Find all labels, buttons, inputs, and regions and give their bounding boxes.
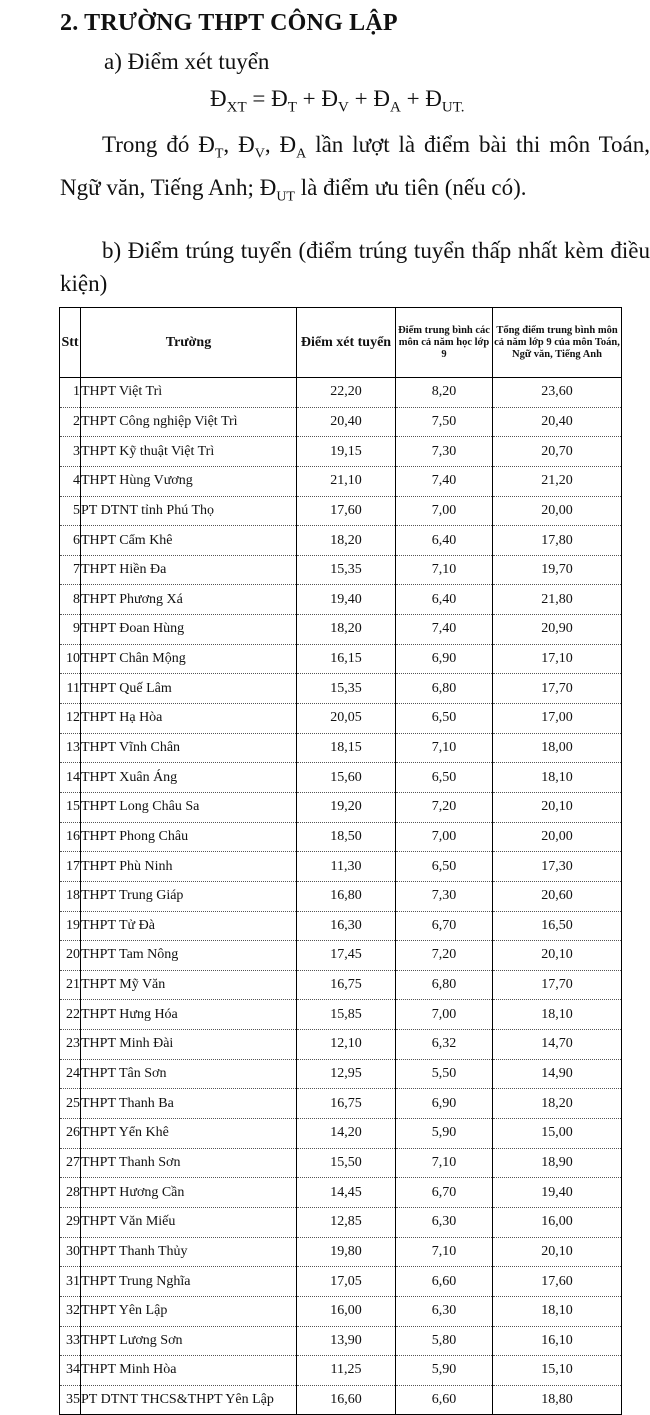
row-total: 15,00: [493, 1119, 622, 1149]
row-score: 15,35: [297, 555, 396, 585]
row-school: THPT Thanh Thủy: [81, 1237, 297, 1267]
row-school: THPT Tam Nông: [81, 941, 297, 971]
row-stt: 9: [60, 615, 81, 645]
row-average: 7,00: [396, 1000, 493, 1030]
row-school: THPT Hạ Hòa: [81, 704, 297, 734]
row-score: 19,20: [297, 792, 396, 822]
row-school: THPT Phù Ninh: [81, 852, 297, 882]
row-total: 19,70: [493, 555, 622, 585]
row-average: 6,30: [396, 1296, 493, 1326]
row-average: 7,10: [396, 1237, 493, 1267]
row-average: 7,10: [396, 1148, 493, 1178]
row-school: THPT Long Châu Sa: [81, 792, 297, 822]
row-stt: 32: [60, 1296, 81, 1326]
row-school: THPT Công nghiệp Việt Trì: [81, 407, 297, 437]
row-average: 7,10: [396, 555, 493, 585]
header-school: Trường: [81, 308, 297, 378]
row-average: 7,00: [396, 822, 493, 852]
row-school: THPT Xuân Áng: [81, 763, 297, 793]
row-school: THPT Trung Giáp: [81, 881, 297, 911]
row-score: 12,85: [297, 1207, 396, 1237]
row-school: THPT Hùng Vương: [81, 466, 297, 496]
row-average: 6,30: [396, 1207, 493, 1237]
table-row: [60, 970, 622, 1000]
row-score: 17,05: [297, 1267, 396, 1297]
table-row: [60, 911, 622, 941]
row-score: 16,75: [297, 970, 396, 1000]
table-row: [60, 437, 622, 467]
row-total: 17,70: [493, 674, 622, 704]
row-score: 19,80: [297, 1237, 396, 1267]
table-row: [60, 615, 622, 645]
table-row: [60, 792, 622, 822]
table-row: [60, 941, 622, 971]
row-school: THPT Kỹ thuật Việt Trì: [81, 437, 297, 467]
table-row: [60, 1119, 622, 1149]
row-total: 21,80: [493, 585, 622, 615]
row-stt: 23: [60, 1030, 81, 1060]
row-school: THPT Văn Miếu: [81, 1207, 297, 1237]
row-total: 17,80: [493, 526, 622, 556]
table-header-row: [60, 308, 622, 378]
row-average: 6,60: [396, 1267, 493, 1297]
row-total: 20,00: [493, 496, 622, 526]
row-school: THPT Minh Hòa: [81, 1356, 297, 1386]
row-average: 6,80: [396, 674, 493, 704]
row-average: 7,40: [396, 615, 493, 645]
row-stt: 14: [60, 763, 81, 793]
row-score: 16,15: [297, 644, 396, 674]
row-stt: 27: [60, 1148, 81, 1178]
table-row: [60, 1148, 622, 1178]
row-stt: 15: [60, 792, 81, 822]
row-average: 6,40: [396, 526, 493, 556]
row-school: THPT Mỹ Văn: [81, 970, 297, 1000]
row-total: 18,00: [493, 733, 622, 763]
row-total: 16,50: [493, 911, 622, 941]
row-score: 16,80: [297, 881, 396, 911]
row-total: 20,40: [493, 407, 622, 437]
row-stt: 30: [60, 1237, 81, 1267]
row-school: THPT Cẩm Khê: [81, 526, 297, 556]
row-stt: 13: [60, 733, 81, 763]
row-score: 13,90: [297, 1326, 396, 1356]
row-score: 15,85: [297, 1000, 396, 1030]
header-average: Điểm trung bình các môn cả năm học lớp 9: [396, 308, 493, 378]
row-school: THPT Vĩnh Chân: [81, 733, 297, 763]
row-school: THPT Thanh Sơn: [81, 1148, 297, 1178]
row-score: 18,20: [297, 615, 396, 645]
row-average: 7,20: [396, 792, 493, 822]
row-stt: 8: [60, 585, 81, 615]
table-row: [60, 1207, 622, 1237]
row-score: 12,95: [297, 1059, 396, 1089]
row-stt: 11: [60, 674, 81, 704]
row-school: THPT Tân Sơn: [81, 1059, 297, 1089]
row-stt: 29: [60, 1207, 81, 1237]
row-stt: 21: [60, 970, 81, 1000]
row-school: THPT Yên Lập: [81, 1296, 297, 1326]
row-total: 20,90: [493, 615, 622, 645]
row-school: THPT Hưng Hóa: [81, 1000, 297, 1030]
table-row: [60, 733, 622, 763]
row-average: 5,50: [396, 1059, 493, 1089]
row-total: 16,00: [493, 1207, 622, 1237]
table-row: [60, 704, 622, 734]
row-school: THPT Yển Khê: [81, 1119, 297, 1149]
row-school: THPT Trung Nghĩa: [81, 1267, 297, 1297]
row-average: 6,90: [396, 1089, 493, 1119]
row-total: 18,20: [493, 1089, 622, 1119]
row-score: 18,15: [297, 733, 396, 763]
row-score: 19,15: [297, 437, 396, 467]
row-stt: 18: [60, 881, 81, 911]
row-total: 20,10: [493, 941, 622, 971]
row-score: 18,20: [297, 526, 396, 556]
table-row: [60, 644, 622, 674]
row-average: 6,32: [396, 1030, 493, 1060]
row-total: 17,60: [493, 1267, 622, 1297]
table-row: [60, 1178, 622, 1208]
row-total: 19,40: [493, 1178, 622, 1208]
row-score: 16,75: [297, 1089, 396, 1119]
table-row: [60, 555, 622, 585]
row-total: 17,70: [493, 970, 622, 1000]
row-stt: 2: [60, 407, 81, 437]
row-average: 7,50: [396, 407, 493, 437]
row-total: 14,90: [493, 1059, 622, 1089]
table-row: [60, 1030, 622, 1060]
row-average: 7,30: [396, 881, 493, 911]
row-stt: 19: [60, 911, 81, 941]
row-score: 20,40: [297, 407, 396, 437]
row-stt: 33: [60, 1326, 81, 1356]
row-score: 18,50: [297, 822, 396, 852]
row-score: 15,60: [297, 763, 396, 793]
row-school: THPT Chân Mộng: [81, 644, 297, 674]
table-row: [60, 526, 622, 556]
row-average: 7,10: [396, 733, 493, 763]
row-average: 6,40: [396, 585, 493, 615]
row-stt: 5: [60, 496, 81, 526]
row-average: 7,20: [396, 941, 493, 971]
row-total: 21,20: [493, 466, 622, 496]
row-average: 7,30: [396, 437, 493, 467]
row-school: THPT Hiền Đa: [81, 555, 297, 585]
table-row: [60, 585, 622, 615]
row-average: 5,90: [396, 1119, 493, 1149]
row-total: 20,60: [493, 881, 622, 911]
table-row: [60, 1267, 622, 1297]
row-average: 6,50: [396, 763, 493, 793]
table-row: [60, 1000, 622, 1030]
row-score: 22,20: [297, 378, 396, 408]
row-total: 20,10: [493, 1237, 622, 1267]
row-average: 6,50: [396, 852, 493, 882]
row-school: THPT Đoan Hùng: [81, 615, 297, 645]
row-score: 19,40: [297, 585, 396, 615]
row-score: 15,35: [297, 674, 396, 704]
row-stt: 31: [60, 1267, 81, 1297]
row-score: 14,20: [297, 1119, 396, 1149]
row-score: 14,45: [297, 1178, 396, 1208]
row-total: 14,70: [493, 1030, 622, 1060]
table-row: [60, 674, 622, 704]
row-school: PT DTNT THCS&THPT Yên Lập: [81, 1385, 297, 1415]
row-total: 18,10: [493, 1296, 622, 1326]
row-total: 23,60: [493, 378, 622, 408]
row-school: THPT Lương Sơn: [81, 1326, 297, 1356]
table-row: [60, 881, 622, 911]
formula: $Đ_{XT}$ = $Đ_T$ + $Đ_V$ + $Đ_A$ + $Đ_{UT.}$: [210, 86, 465, 116]
row-stt: 22: [60, 1000, 81, 1030]
row-stt: 20: [60, 941, 81, 971]
row-score: 16,00: [297, 1296, 396, 1326]
row-total: 18,10: [493, 1000, 622, 1030]
row-average: 6,50: [396, 704, 493, 734]
row-stt: 34: [60, 1356, 81, 1386]
row-total: 18,80: [493, 1385, 622, 1415]
row-school: THPT Thanh Ba: [81, 1089, 297, 1119]
row-total: 17,10: [493, 644, 622, 674]
table-row: [60, 378, 622, 408]
row-average: 7,00: [396, 496, 493, 526]
row-stt: 12: [60, 704, 81, 734]
row-school: THPT Phương Xá: [81, 585, 297, 615]
table-row: [60, 1237, 622, 1267]
formula-explanation: Trong đó $Đ_T$, $Đ_V$, $Đ_A$ lần lượt là điểm bài thi môn Toán, Ngữ văn, Tiếng Anh; $Đ_{UT}$ là điểm ưu tiên (nếu có).: [60, 132, 650, 205]
row-stt: 26: [60, 1119, 81, 1149]
table-row: [60, 822, 622, 852]
table-row: [60, 407, 622, 437]
row-school: THPT Việt Trì: [81, 378, 297, 408]
table-row: [60, 466, 622, 496]
row-stt: 3: [60, 437, 81, 467]
table-row: [60, 1296, 622, 1326]
row-stt: 16: [60, 822, 81, 852]
row-average: 6,90: [396, 644, 493, 674]
row-school: THPT Phong Châu: [81, 822, 297, 852]
row-average: 5,80: [396, 1326, 493, 1356]
header-score: Điểm xét tuyển: [297, 308, 396, 378]
row-stt: 35: [60, 1385, 81, 1415]
table-row: [60, 496, 622, 526]
header-total: Tổng điểm trung bình môn cả năm lớp 9 của môn Toán, Ngữ văn, Tiếng Anh: [493, 308, 622, 378]
row-score: 21,10: [297, 466, 396, 496]
row-stt: 24: [60, 1059, 81, 1089]
row-school: THPT Hương Cần: [81, 1178, 297, 1208]
row-average: 6,70: [396, 1178, 493, 1208]
header-stt: Stt: [60, 308, 81, 378]
row-stt: 28: [60, 1178, 81, 1208]
row-stt: 7: [60, 555, 81, 585]
row-stt: 25: [60, 1089, 81, 1119]
admission-score-table: [59, 307, 622, 1415]
table-row: [60, 1059, 622, 1089]
row-total: 20,70: [493, 437, 622, 467]
row-total: 17,00: [493, 704, 622, 734]
table-row: [60, 1385, 622, 1415]
row-total: 15,10: [493, 1356, 622, 1386]
row-total: 20,00: [493, 822, 622, 852]
row-total: 17,30: [493, 852, 622, 882]
row-average: 8,20: [396, 378, 493, 408]
row-average: 7,40: [396, 466, 493, 496]
row-stt: 10: [60, 644, 81, 674]
row-average: 6,70: [396, 911, 493, 941]
table-row: [60, 1089, 622, 1119]
row-score: 11,30: [297, 852, 396, 882]
row-stt: 17: [60, 852, 81, 882]
section-b-title: b) Điểm trúng tuyển (điểm trúng tuyển thấp nhất kèm điều kiện): [60, 238, 650, 296]
row-total: 16,10: [493, 1326, 622, 1356]
section-heading: 2. TRƯỜNG THPT CÔNG LẬP: [60, 10, 398, 36]
row-stt: 6: [60, 526, 81, 556]
table-row: [60, 763, 622, 793]
row-stt: 4: [60, 466, 81, 496]
row-average: 5,90: [396, 1356, 493, 1386]
row-school: THPT Tử Đà: [81, 911, 297, 941]
row-total: 20,10: [493, 792, 622, 822]
row-school: THPT Minh Đài: [81, 1030, 297, 1060]
row-average: 6,80: [396, 970, 493, 1000]
row-score: 17,60: [297, 496, 396, 526]
row-average: 6,60: [396, 1385, 493, 1415]
row-stt: 1: [60, 378, 81, 408]
row-total: 18,90: [493, 1148, 622, 1178]
row-score: 16,30: [297, 911, 396, 941]
table-row: [60, 1356, 622, 1386]
row-score: 20,05: [297, 704, 396, 734]
row-score: 17,45: [297, 941, 396, 971]
section-a-title: a) Điểm xét tuyển: [104, 49, 270, 74]
row-school: THPT Quế Lâm: [81, 674, 297, 704]
row-score: 12,10: [297, 1030, 396, 1060]
row-score: 11,25: [297, 1356, 396, 1386]
table-row: [60, 1326, 622, 1356]
row-total: 18,10: [493, 763, 622, 793]
row-school: PT DTNT tỉnh Phú Thọ: [81, 496, 297, 526]
row-score: 15,50: [297, 1148, 396, 1178]
table-row: [60, 852, 622, 882]
row-score: 16,60: [297, 1385, 396, 1415]
